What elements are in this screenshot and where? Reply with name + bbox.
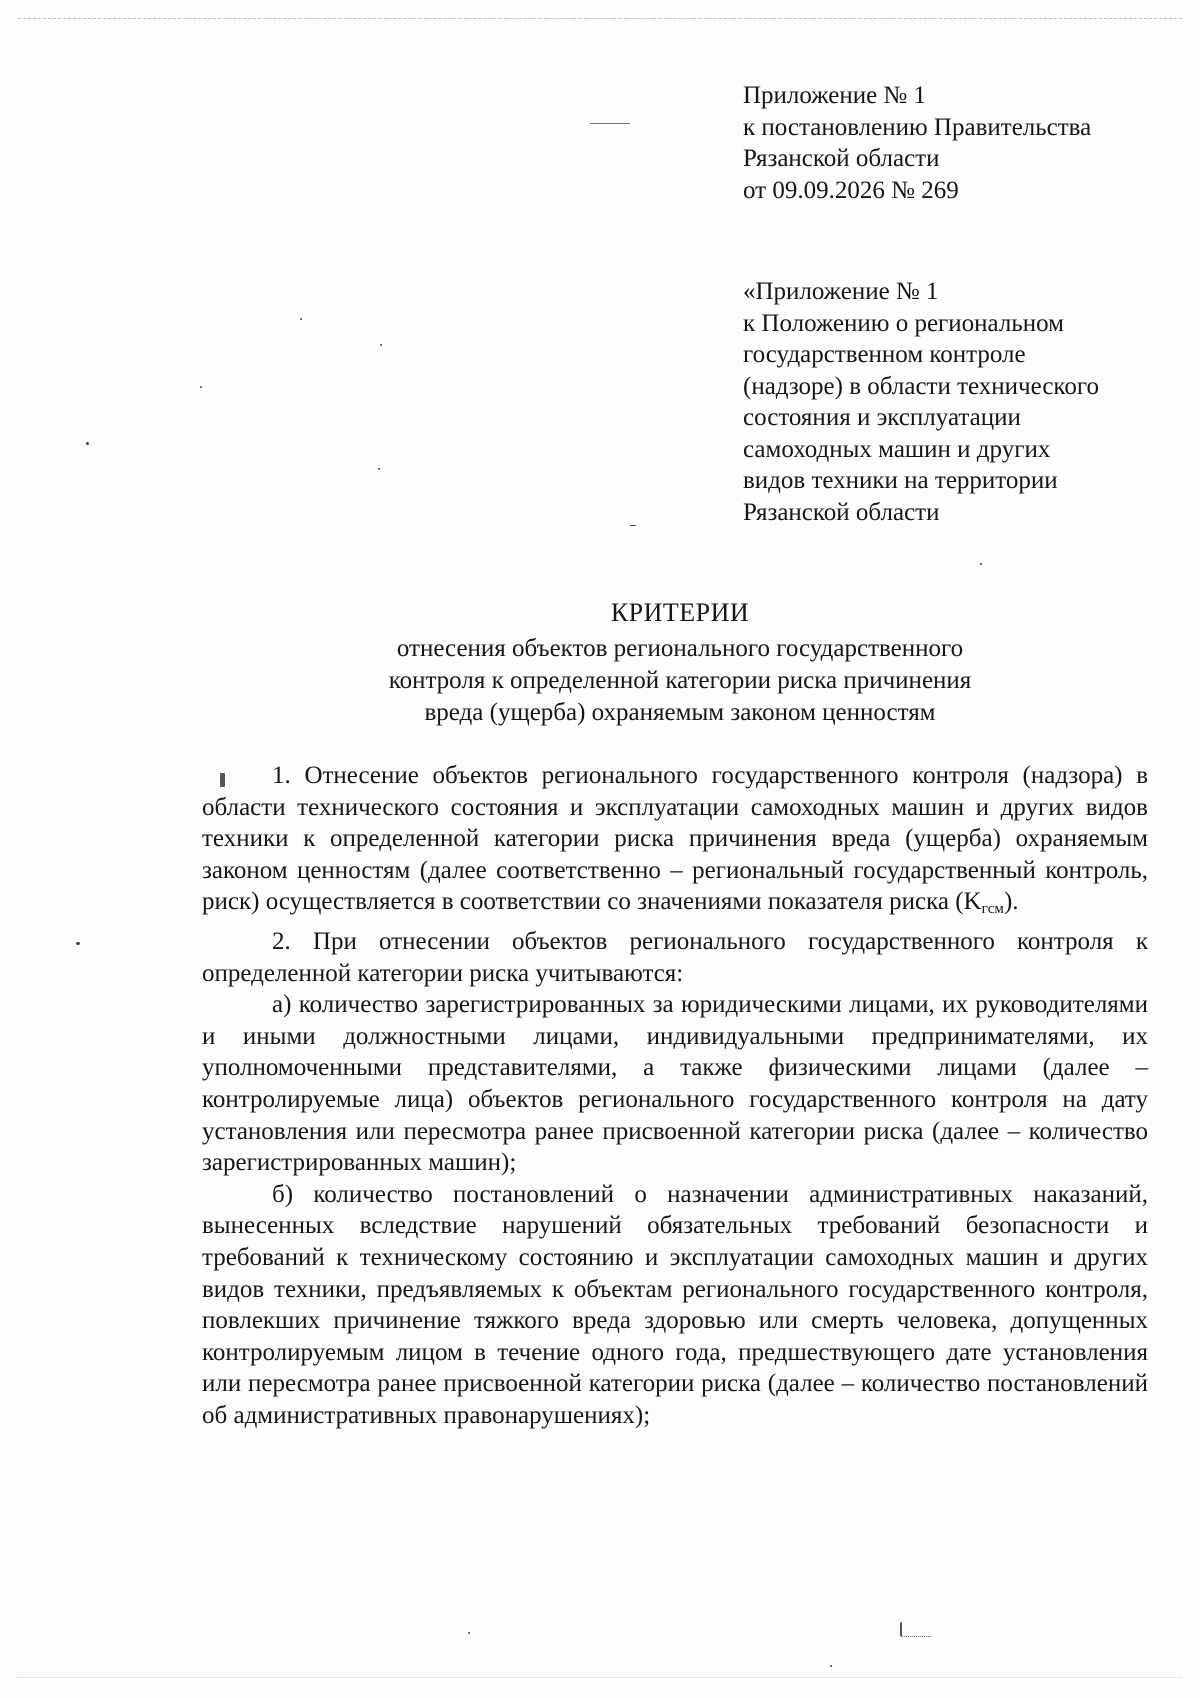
attachment-line: Рязанской области [743,498,940,526]
attachment-line: самоходных машин и других [743,435,1051,463]
paragraph-1-text: 1. Отнесение объектов регионального государственного контроля (надзора) в области технического состояния и эксплуатации самоходных машин и других видов техники к определенной категории риска причинения вреда (ущерба) охраняемым законом ценностям (далее соответственно – региональный государственный контроль, риск) осуществляется в соответствии со значениями показателя риска (K [202,762,1148,916]
attachment-line: к постановлению Правительства [743,113,1092,141]
scan-speck [900,1622,932,1637]
attachment-line: к Положению о региональном [743,309,1064,337]
government-resolution-attachment [743,80,1091,206]
paragraph-1 [202,760,1148,926]
attachment-line: Рязанской области [743,145,940,172]
attachment-line: государственном контроле [743,341,1026,368]
attachment-line: Приложение № 1 [743,82,927,109]
scan-bottom-edge [18,1677,1182,1678]
scan-speck [86,442,89,445]
scan-speck [380,344,382,346]
paragraph-item-b: б) количество постановлений о назначении административных наказаний, вынесенных вследствие нарушений обязательных требований безопасности и требований к техническому состоянию и эксплуатации самоходных машин и других видов техники, предъявляемых к объектам регионального государственного контроля, повлекших причинение тяжкого вреда здоровью или смерть человека, допущенных контролируемым лицом в течение одного года, предшествующего дате установления или пересмотра ранее присвоенной категории риска (далее – количество постановлений об административных правонарушениях); [202,1180,1148,1429]
scan-speck [468,1632,470,1634]
title-heading: КРИТЕРИИ [610,598,750,627]
scan-speck [630,525,636,526]
attachment-line: видов техники на территории [743,467,1058,494]
scan-speck [76,942,80,945]
attachment-line: (надзоре) в области технического [743,372,1099,400]
attachment-line: «Приложение № 1 [743,278,939,305]
title-subtitle-line: отнесения объектов регионального государственного [396,635,964,662]
attachment-line: состояния и эксплуатации [743,404,1021,431]
regulation-attachment [743,276,1099,528]
document-title [180,597,1180,729]
paragraph-2: 2. При отнесении объектов регионального государственного контроля к определенной категории риска учитываются: [202,927,1148,987]
paragraph-item-a: а) количество зарегистрированных за юридическими лицами, их руководителями и иными должностными лицами, индивидуальными предпринимателями, их уполномоченными представителями, а также физическими лицами (далее – контролируемые лица) объектов регионального государственного контроля на дату установления или пересмотра ранее присвоенной категории риска (далее – количество зарегистрированных машин); [202,991,1148,1177]
scan-speck [980,563,982,565]
scan-speck [378,468,380,470]
title-subtitle-line: контроля к определенной категории риска причинения [388,667,972,694]
document-body [202,760,1148,1431]
attachment-line: от 09.09.2026 № 269 [743,176,959,204]
scan-speck [590,123,630,124]
title-subtitle-line: вреда (ущерба) охраняемым законом ценностям [424,699,936,726]
scan-speck [300,318,302,320]
scan-speck [220,773,225,787]
scan-speck [830,1665,832,1667]
scan-speck [200,386,202,388]
risk-index-subscript: гсм [981,901,1004,918]
paragraph-1-tail: ). [1003,888,1019,916]
scan-top-edge [18,18,1182,19]
